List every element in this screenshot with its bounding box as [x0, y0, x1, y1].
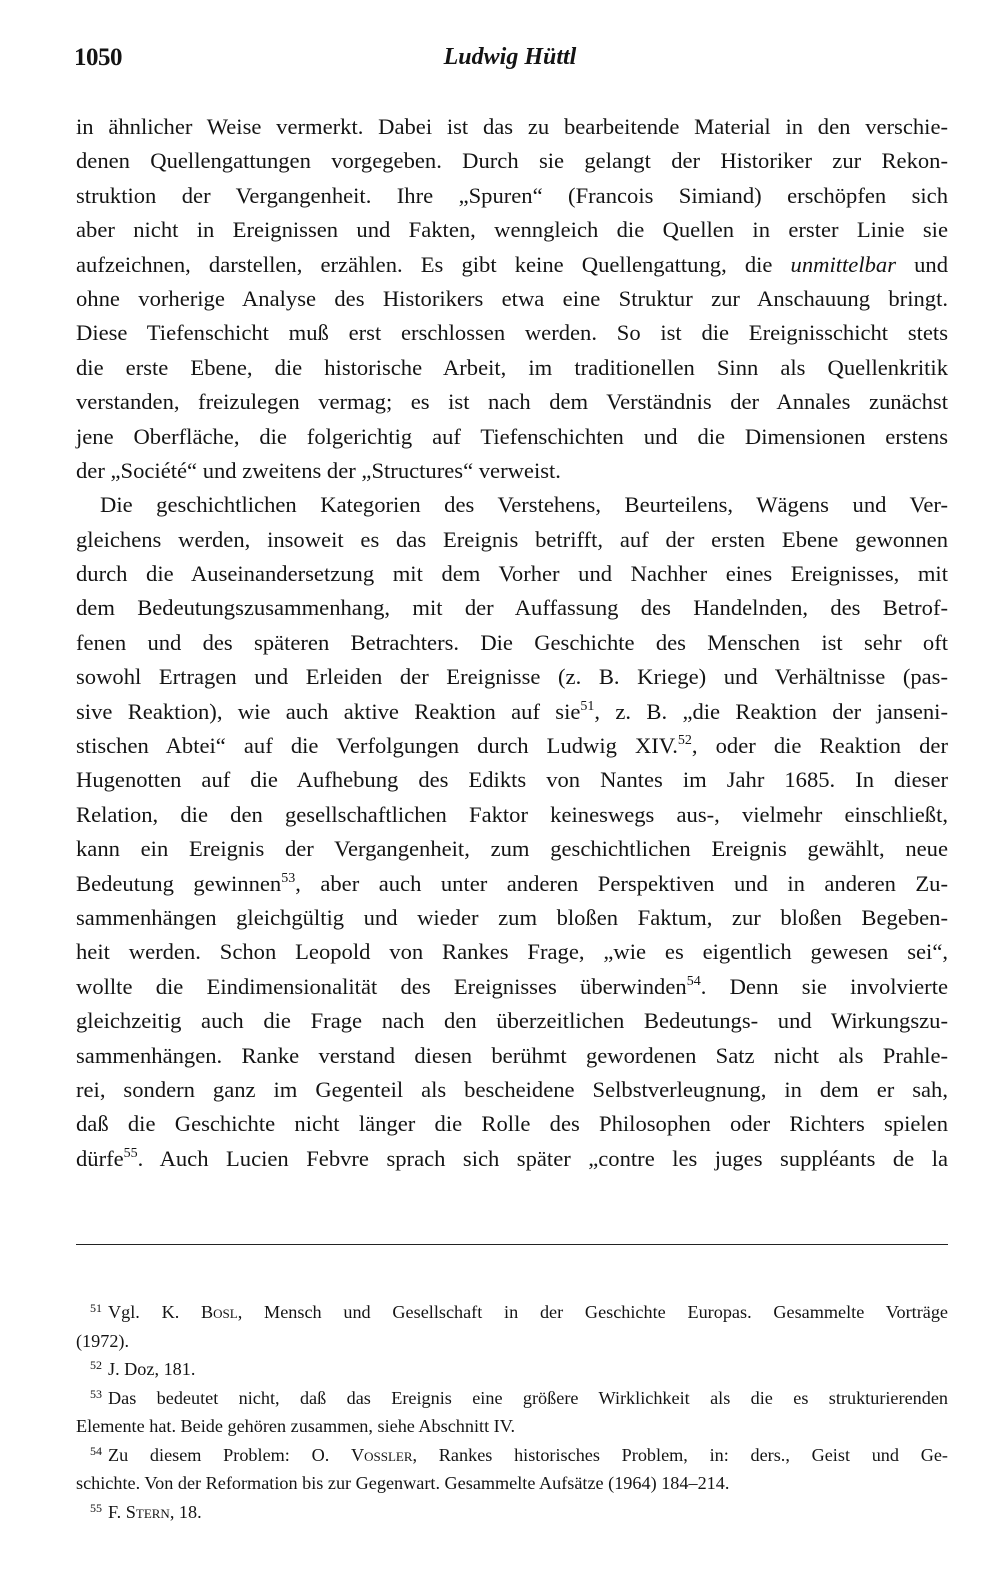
line-text: wollte die Eindimensionalität des Ereignisses überwinden [76, 973, 687, 999]
body-line: Diese Tiefenschicht muß erst erschlossen werden. So ist die Ereignisschicht stets [76, 320, 948, 346]
body-line: der „Société“ und zweitens der „Structures“ verweist. [76, 457, 561, 483]
footnote-number: 55 [90, 1500, 102, 1515]
line-text: und [895, 251, 948, 277]
footnote-ref: 52 [677, 733, 692, 749]
footnote-text: J. Doz, 181. [108, 1359, 196, 1379]
footnote-line [76, 1327, 948, 1356]
body-line: fenen und des späteren Betrachters. Die Geschichte des Menschen ist sehr oft [76, 629, 948, 655]
body-line: in ähnlicher Weise vermerkt. Dabei ist das zu bearbeitende Material in den verschie- [76, 114, 948, 139]
footnote-number: 53 [90, 1386, 102, 1401]
footnote-separator [76, 1244, 948, 1245]
running-head: Ludwig Hüttl [443, 44, 577, 70]
line-text: stischen Abtei“ auf die Verfolgungen durch Ludwig XIV. [76, 733, 678, 759]
line-text: . Denn sie involvierte [700, 973, 948, 999]
body-line: gleichzeitig auch die Frage nach den überzeitlichen Bedeutungs- und Wirkungszu- [76, 1008, 948, 1034]
body-line [76, 970, 948, 1004]
footnote-line [76, 1441, 948, 1470]
body-line: sammenhängen gleichgültig und wieder zum bloßen Faktum, zur bloßen Begeben- [76, 904, 948, 930]
footnote-line [76, 1298, 948, 1327]
body-line: durch die Auseinandersetzung mit dem Vorher und Nachher eines Ereignisses, mit [76, 561, 948, 587]
body-line: kann ein Ereignis der Vergangenheit, zum geschichtlichen Ereignis gewählt, neue [76, 836, 948, 862]
body-line: jene Oberfläche, die folgerichtig auf Tiefenschichten und die Dimensionen erstens [76, 423, 948, 449]
line-text: Bedeutung gewinnen [76, 870, 282, 896]
body-line [76, 1142, 948, 1176]
body-line [76, 867, 948, 901]
body-line: sowohl Ertragen und Erleiden der Ereignisse (z. B. Kriege) und Verhältnisse (pas- [76, 664, 948, 690]
body-line [76, 729, 948, 763]
emphasis-text: unmittelbar [790, 251, 896, 277]
footnotes [76, 1298, 948, 1526]
body-line: Hugenotten auf die Aufhebung des Edikts von Nantes im Jahr 1685. In dieser [76, 767, 948, 793]
footnote-line [76, 1412, 948, 1441]
author-name: Bosl [201, 1302, 238, 1322]
body-line: sammenhängen. Ranke verstand diesen berühmt gewordenen Satz nicht als Prahle- [76, 1042, 948, 1068]
footnote-text: Das bedeutet nicht, daß das Ereignis eine größere Wirklichkeit als die es strukturierenden [108, 1387, 948, 1408]
footnote-number: 54 [90, 1443, 102, 1458]
footnote-text: schichte. Von der Reformation bis zur Gegenwart. Gesammelte Aufsätze (1964) 184–214. [76, 1473, 730, 1493]
footnote-line [76, 1355, 948, 1384]
footnote-number: 51 [90, 1301, 102, 1315]
line-text: aufzeichnen, darstellen, erzählen. Es gibt keine Quellengattung, die [76, 251, 791, 277]
body-line [76, 248, 948, 282]
footnote-text: Elemente hat. Beide gehören zusammen, siehe Abschnitt IV. [76, 1416, 516, 1436]
footnote-text: , Mensch und Gesellschaft in der Geschichte Europas. Gesammelte Vorträge [237, 1302, 948, 1322]
body-line [76, 695, 948, 729]
page-header [74, 44, 946, 78]
footnote-text: F. [108, 1501, 126, 1522]
line-text: dürfe [76, 1145, 124, 1171]
body-line: verstanden, freizulegen vermag; es ist nach dem Verständnis der Annales zunächst [76, 389, 948, 415]
footnote-text: Zu diesem Problem: O. [108, 1444, 351, 1465]
body-line: gleichens werden, insoweit es das Ereignis betrifft, auf der ersten Ebene gewonnen [76, 526, 948, 552]
footnote-text: (1972). [76, 1330, 130, 1351]
body-line: aber nicht in Ereignissen und Fakten, wenngleich die Quellen in erster Linie sie [76, 217, 948, 243]
footnote-ref: 54 [686, 973, 701, 989]
body-line: Relation, die den gesellschaftlichen Faktor keineswegs aus-, vielmehr einschließt, [76, 801, 948, 827]
footnote-number: 52 [90, 1358, 102, 1372]
body-line: dem Bedeutungszusammenhang, mit der Auffassung des Handelnden, des Betrof- [76, 595, 948, 621]
footnote-text: Vgl. K. [108, 1302, 202, 1322]
page-number: 1050 [74, 44, 122, 71]
footnote-line [76, 1384, 948, 1413]
line-text: , z. B. „die Reaktion der janseni- [594, 698, 948, 724]
body-line: rei, sondern ganz im Gegenteil als bescheidene Selbstverleugnung, in dem er sah, [76, 1076, 948, 1102]
body-line: ohne vorherige Analyse des Historikers etwa eine Struktur zur Anschauung bringt. [76, 285, 948, 311]
line-text: , oder die Reaktion der [691, 733, 948, 759]
footnote-ref: 55 [123, 1145, 138, 1161]
body-line: denen Quellengattungen vorgegeben. Durch sie gelangt der Historiker zur Rekon- [76, 148, 948, 174]
footnote-line [76, 1498, 948, 1527]
body-line: die erste Ebene, die historische Arbeit, im traditionellen Sinn als Quellenkritik [76, 354, 948, 380]
body-line: daß die Geschichte nicht länger die Rolle des Philosophen oder Richters spielen [76, 1111, 948, 1137]
body-line: struktion der Vergangenheit. Ihre „Spuren“ (Francois Simiand) erschöpfen sich [76, 182, 948, 208]
footnote-ref: 53 [281, 870, 296, 886]
footnote-text: , 18. [169, 1501, 202, 1522]
footnote-ref: 51 [580, 698, 595, 714]
author-name: Stern [125, 1501, 170, 1522]
body-text [76, 110, 948, 1176]
footnote-line [76, 1469, 948, 1498]
line-text: , aber auch unter anderen Perspektiven und in anderen Zu- [295, 870, 948, 896]
author-name: Vossler [350, 1444, 413, 1465]
body-line: Die geschichtlichen Kategorien des Verstehens, Beurteilens, Wägens und Ver- [100, 492, 948, 518]
body-line: heit werden. Schon Leopold von Rankes Frage, „wie es eigentlich gewesen sei“, [76, 939, 948, 965]
line-text: sive Reaktion), wie auch aktive Reaktion auf sie [76, 698, 581, 724]
footnote-text: , Rankes historisches Problem, in: ders., Geist und Ge- [412, 1444, 948, 1465]
line-text: . Auch Lucien Febvre sprach sich später „contre les juges suppléants de la [137, 1145, 948, 1171]
